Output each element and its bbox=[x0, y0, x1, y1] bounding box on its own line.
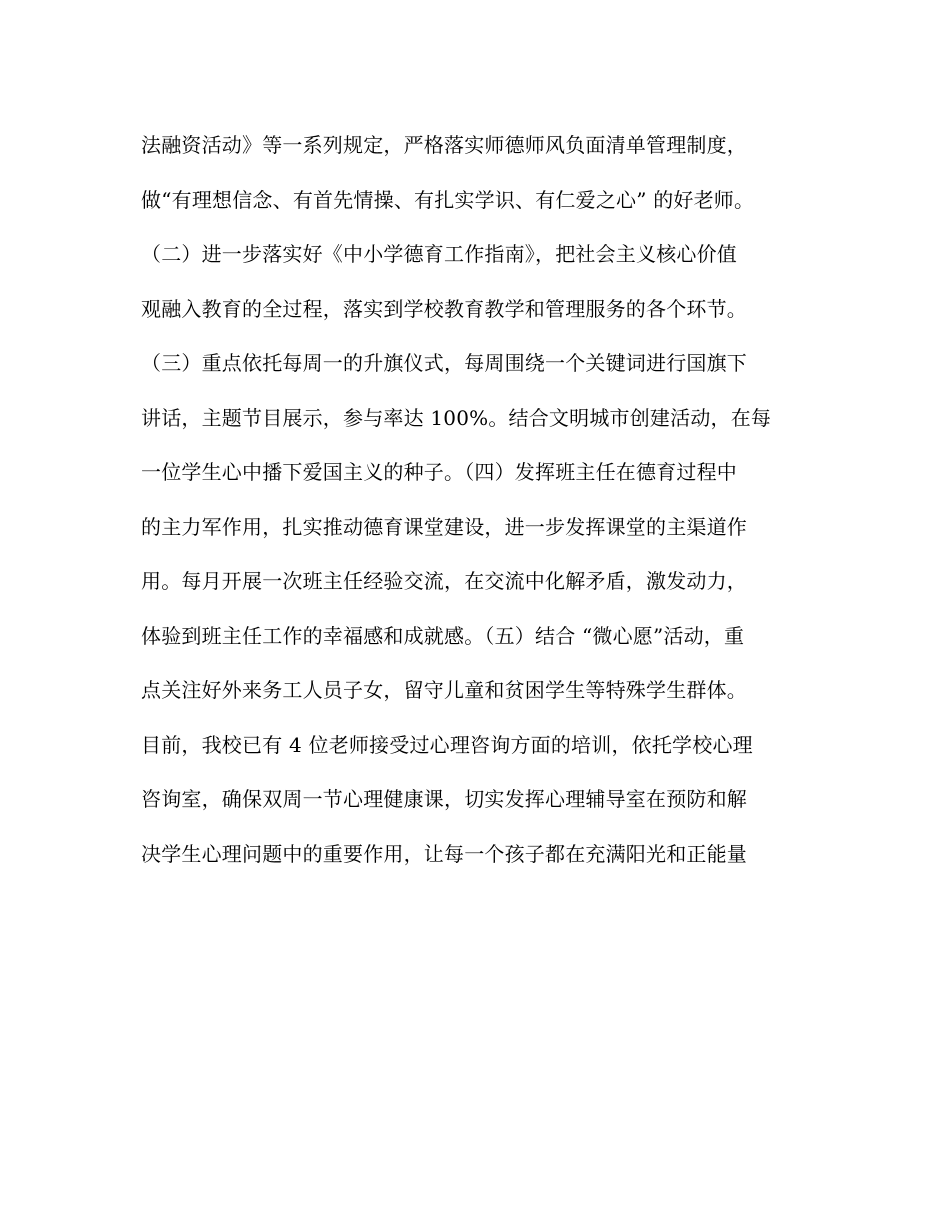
text-line-4: 观融入教育的全过程，落实到学校教育教学和管理服务的各个环节。 bbox=[141, 296, 747, 321]
text-line-8: 的主力军作用，扎实推动德育课堂建设，进一步发挥课堂的主渠道作 bbox=[141, 514, 747, 539]
text-line-11: 点关注好外来务工人员子女，留守儿童和贫困学生等特殊学生群体。 bbox=[141, 678, 747, 702]
text-line-14: 决学生心理问题中的重要作用，让每一个孩子都在充满阳光和正能量 bbox=[141, 841, 747, 866]
text-line-7: 一位学生心中播下爱国主义的种子。（四）发挥班主任在德育过程中 bbox=[141, 460, 737, 484]
text-line-10: 体验到班主任工作的幸福感和成就感。（五）结合 “微心愿”活动，重 bbox=[141, 623, 745, 648]
text-line-1: 法融资活动》等一系列规定，严格落实师德师风负面清单管理制度， bbox=[141, 133, 747, 157]
text-line-9: 用。每月开展一次班主任经验交流，在交流中化解矛盾，激发动力， bbox=[141, 569, 747, 593]
text-line-2: 做“有理想信念、有首先情操、有扎实学识、有仁爱之心” 的好老师。 bbox=[141, 187, 755, 212]
text-line-13: 咨询室，确保双周一节心理健康课，切实发挥心理辅导室在预防和解 bbox=[141, 787, 747, 811]
text-line-5: （三）重点依托每周一的升旗仪式，每周围绕一个关键词进行国旗下 bbox=[141, 351, 747, 375]
text-line-3: （二）进一步落实好《中小学德育工作指南》，把社会主义核心价值 bbox=[141, 242, 737, 266]
text-line-6: 讲话，主题节目展示，参与率达 100%。结合文明城市创建活动，在每 bbox=[141, 405, 772, 430]
body-text bbox=[141, 118, 801, 881]
text-line-12: 目前，我校已有 4 位老师接受过心理咨询方面的培训，依托学校心理 bbox=[141, 732, 753, 757]
